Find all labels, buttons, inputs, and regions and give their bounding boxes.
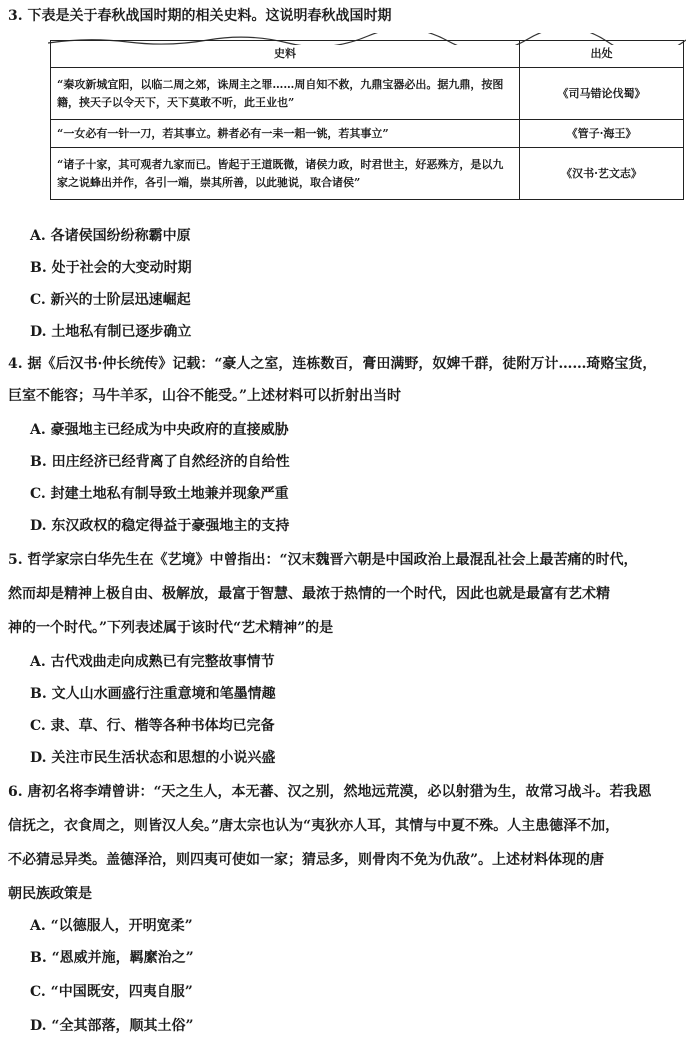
q4-stem-line: 巨室不能容；马牛羊豕，山谷不能受。”上述材料可以折射出当时 [8,388,402,404]
q5-option-d: D. 关注市民生活状态和思想的小说兴盛 [30,750,276,766]
q5-option-a: A. 古代戏曲走向成熟已有完整故事情节 [30,654,275,670]
q5-option-b: B. 文人山水画盛行注重意境和笔墨情趣 [30,686,276,702]
table-cell-material: “一女必有一针一刀，若其事立。耕者必有一耒一耜一铫，若其事立” [51,120,520,148]
q6-stem-line: 不必猜忌异类。盖德泽洽，则四夷可使如一家；猜忌多，则骨肉不免为仇敌”。上述材料体现的唐 [8,852,605,868]
q6-option-a: A. “以德服人，开明宽柔” [30,918,193,934]
q6-option-c: C. “中国既安，四夷自服” [30,984,193,1000]
table-row [51,68,684,120]
table-header-row [51,41,684,68]
q5-stem-line: 然而却是精神上极自由、极解放，最富于智慧、最浓于热情的一个时代，因此也就是最富有艺术精 [8,586,610,602]
q6-stem-line: 6. 唐初名将李靖曾讲：“天之生人，本无蕃、汉之别，然地远荒漠，必以射猎为生，故常习战斗。若我恩 [8,784,652,800]
q3-option-c: C. 新兴的士阶层迅速崛起 [30,292,191,308]
q6-option-d: D. “全其部落，顺其土俗” [30,1018,194,1034]
q5-stem-line: 5. 哲学家宗白华先生在《艺境》中曾指出：“汉末魏晋六朝是中国政治上最混乱社会上最苦痛的时代， [8,552,638,568]
table-cell-material: “诸子十家，其可观者九家而已。皆起于王道既微，诸侯力政，时君世主，好恶殊方，是以九家之说蜂出并作，各引一端，崇其所善，以此驰说，取合诸侯” [51,148,520,200]
q3-stem: 3. 下表是关于春秋战国时期的相关史料。这说明春秋战国时期 [8,8,392,24]
q4-stem-line: 4. 据《后汉书·仲长统传》记载：“豪人之室，连栋数百，膏田满野，奴婢千群，徒附万计……琦赂宝货， [8,356,657,372]
q6-stem-line: 朝民族政策是 [8,886,92,902]
q6-option-b: B. “恩威并施，羁縻治之” [30,950,194,966]
table-header-source: 出处 [520,41,684,68]
table-cell-source: 《司马错论伐蜀》 [520,68,684,120]
q3-option-b: B. 处于社会的大变动时期 [30,260,192,276]
q4-option-d: D. 东汉政权的稳定得益于豪强地主的支持 [30,518,290,534]
q4-option-a: A. 豪强地主已经成为中央政府的直接威胁 [30,422,289,438]
table-row [51,120,684,148]
q4-option-b: B. 田庄经济已经背离了自然经济的自给性 [30,454,290,470]
table-row [51,148,684,200]
table-cell-source: 《汉书·艺文志》 [520,148,684,200]
table-cell-source: 《管子·海王》 [520,120,684,148]
q5-option-c: C. 隶、草、行、楷等各种书体均已完备 [30,718,275,734]
q3-option-d: D. 土地私有制已逐步确立 [30,324,192,340]
q3-option-a: A. 各诸侯国纷纷称霸中原 [30,228,191,244]
q6-stem-line: 信抚之，衣食周之，则皆汉人矣。”唐太宗也认为“夷狄亦人耳，其情与中夏不殊。人主患德泽不加， [8,818,620,834]
q5-stem-line: 神的一个时代。”下列表述属于该时代“艺术精神”的是 [8,620,334,636]
q3-source-table [50,40,684,200]
table-cell-material: “秦攻新城宜阳，以临二周之郊，诛周主之罪……周自知不救，九鼎宝器必出。据九鼎，按图籍，挟天子以令天下，天下莫敢不听，此王业也” [51,68,520,120]
q4-option-c: C. 封建土地私有制导致土地兼并现象严重 [30,486,289,502]
table-header-material: 史料 [51,41,520,68]
